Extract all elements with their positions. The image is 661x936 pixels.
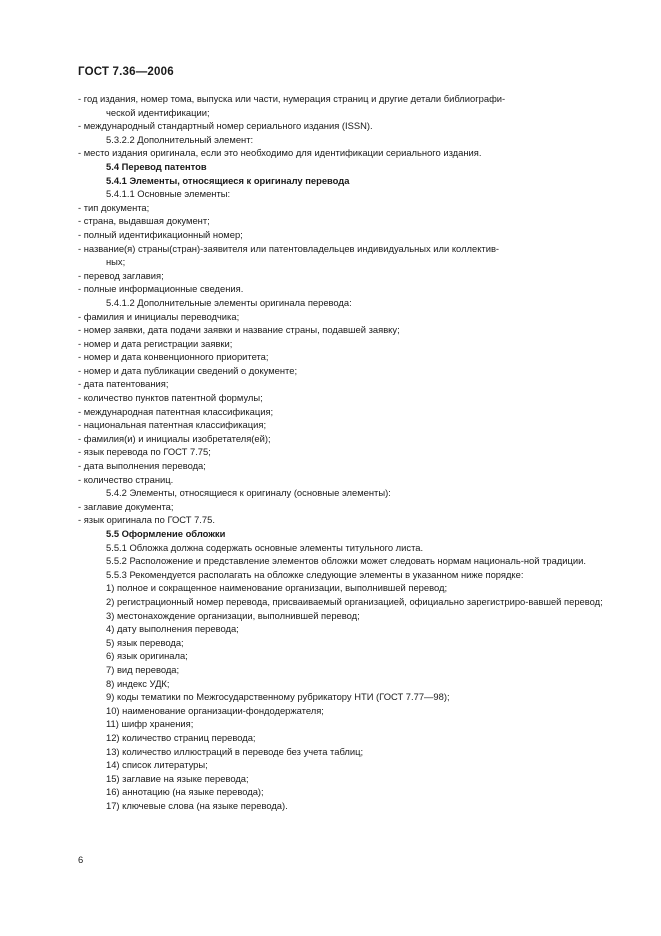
- text-line: 5.4.1.1 Основные элементы:: [106, 188, 231, 200]
- text-line: 5.5.1 Обложка должна содержать основные элементы титульного листа.: [106, 541, 424, 553]
- section-heading: 5.4.1 Элементы, относящиеся к оригиналу перевода: [106, 174, 350, 186]
- list-item: 3) местонахождение организации, выполнившей перевод;: [106, 609, 360, 621]
- text-line: ных;: [106, 256, 126, 268]
- list-item: 8) индекс УДК;: [106, 677, 170, 689]
- list-item: 11) шифр хранения;: [106, 718, 194, 730]
- text-line: - количество пунктов патентной формулы;: [78, 392, 263, 404]
- list-item: 16) аннотацию (на языке перевода);: [106, 786, 264, 798]
- text-line: - страна, выдавшая документ;: [78, 215, 210, 227]
- text-line: - номер заявки, дата подачи заявки и название страны, подавшей заявку;: [78, 324, 400, 336]
- document-body: [78, 92, 626, 812]
- text-line: - международная патентная классификация;: [78, 405, 274, 417]
- list-item: 9) коды тематики по Межгосударственному рубрикатору НТИ (ГОСТ 7.77—98);: [106, 691, 450, 703]
- list-item: 5) язык перевода;: [106, 636, 184, 648]
- text-line: - заглавие документа;: [78, 500, 174, 512]
- section-heading: 5.5 Оформление обложки: [106, 528, 226, 539]
- list-item: 17) ключевые слова (на языке перевода).: [106, 799, 288, 811]
- list-item: 15) заглавие на языке перевода;: [106, 772, 249, 784]
- text-line: - язык оригинала по ГОСТ 7.75.: [78, 514, 215, 526]
- text-line: - фамилия(и) и инициалы изобретателя(ей);: [78, 432, 271, 444]
- text-line: - номер и дата публикации сведений о документе;: [78, 364, 298, 376]
- text-line: 5.5.3 Рекомендуется располагать на обложке следующие элементы в указанном ниже порядке:: [106, 568, 524, 580]
- text-line: - место издания оригинала, если это необходимо для идентификации сериального издания.: [78, 147, 482, 159]
- text-line: 5.3.2.2 Дополнительный элемент:: [106, 133, 254, 145]
- list-item: 1) полное и сокращенное наименование организации, выполнившей перевод;: [106, 582, 448, 594]
- text-line: - полный идентификационный номер;: [78, 228, 243, 240]
- document-header: ГОСТ 7.36—2006: [78, 66, 174, 78]
- text-line: 5.4.1.2 Дополнительные элементы оригинала перевода:: [106, 296, 352, 308]
- text-line: - фамилия и инициалы переводчика;: [78, 310, 240, 322]
- text-line: - дата выполнения перевода;: [78, 460, 206, 472]
- paragraph: 5.5.2 Расположение и представление элементов обложки может следовать нормам националь-ной традиции.: [106, 555, 586, 567]
- list-item: 4) дату выполнения перевода;: [106, 623, 239, 635]
- text-line: - полные информационные сведения.: [78, 283, 244, 295]
- text-line: - номер и дата конвенционного приоритета;: [78, 351, 269, 363]
- text-line: - международный стандартный номер сериального издания (ISSN).: [78, 120, 373, 132]
- list-item: 14) список литературы;: [106, 759, 208, 771]
- page-number: 6: [78, 854, 84, 865]
- text-line: - номер и дата регистрации заявки;: [78, 337, 233, 349]
- text-line: - дата патентования;: [78, 378, 169, 390]
- list-item: 13) количество иллюстраций в переводе без учета таблиц;: [106, 745, 364, 757]
- text-line: - год издания, номер тома, выпуска или части, нумерация страниц и другие детали библиографи-: [78, 93, 506, 104]
- text-line: - название(я) страны(стран)-заявителя или патентовладельцев индивидуальных или коллектив-: [78, 242, 500, 254]
- list-item: 12) количество страниц перевода;: [106, 731, 256, 743]
- list-item: 10) наименование организации-фондодержателя;: [106, 704, 324, 716]
- section-heading: 5.4 Перевод патентов: [106, 160, 207, 172]
- text-line: - язык перевода по ГОСТ 7.75;: [78, 446, 211, 458]
- list-item: 2) регистрационный номер перевода, присваиваемый организацией, официально зарегистриро-вавшей перевод;: [106, 595, 603, 607]
- text-line: 5.4.2 Элементы, относящиеся к оригиналу (основные элементы):: [106, 487, 391, 499]
- text-line: - количество страниц.: [78, 473, 174, 485]
- text-line: ческой идентификации;: [106, 106, 210, 118]
- text-line: - национальная патентная классификация;: [78, 419, 267, 431]
- text-line: - тип документа;: [78, 201, 150, 213]
- list-item: 6) язык оригинала;: [106, 650, 188, 662]
- list-item: 7) вид перевода;: [106, 663, 180, 675]
- text-line: - перевод заглавия;: [78, 269, 164, 281]
